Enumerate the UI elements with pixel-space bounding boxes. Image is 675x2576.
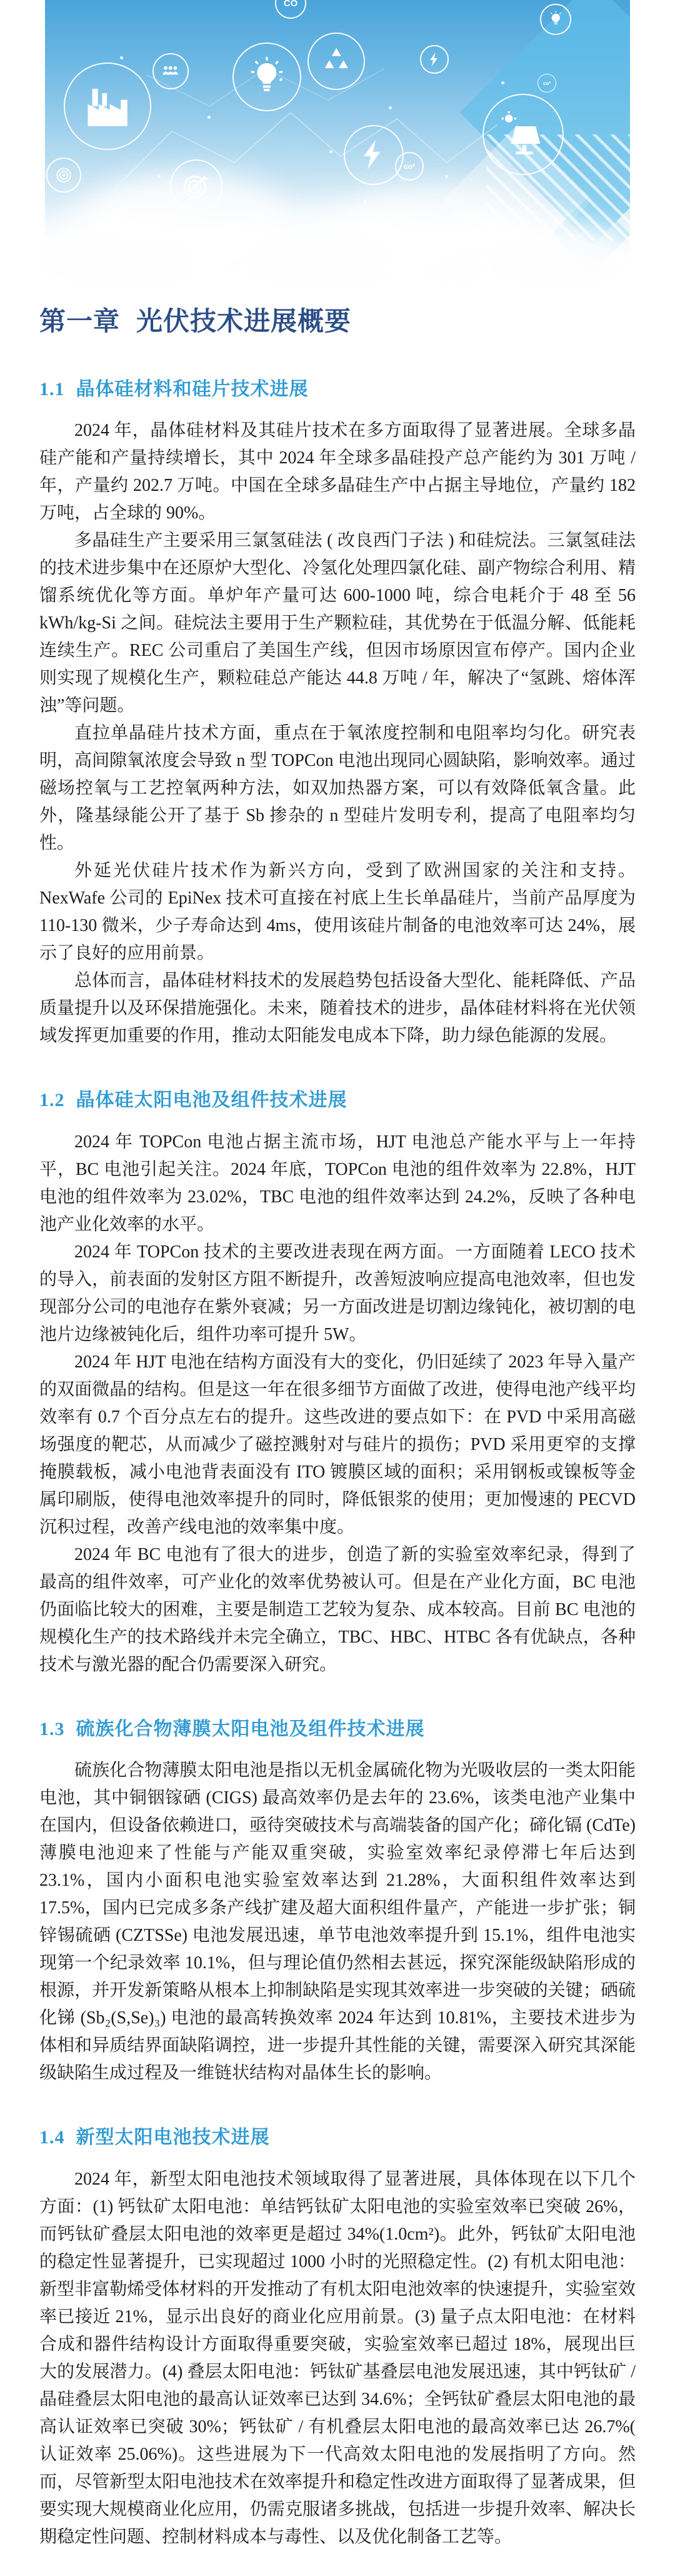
section-number: 1.1	[39, 378, 65, 400]
section-number: 1.2	[39, 1090, 65, 1110]
paragraph: 多晶硅生产主要采用三氯氢硅法 ( 改良西门子法 ) 和硅烷法。三氯氢硅法的技术进步集中在还原炉大型化、冷氢化处理四氯化硅、副产物综合利用、精馏系统优化等方面。单炉年产量可达 600-1000 吨，综合电耗介于 48 至 56 kWh/kg-Si 之间。硅烷法主要用于生产颗粒硅，其优势在于低温分解、低能耗连续生产。REC 公司重启了美国生产线，但因市场原因宣布停产。国内企业则实现了规模化生产，颗粒硅总产能达 44.8 万吨 / 年，解决了“氢跳、熔体浑浊”等问题。	[39, 531, 636, 715]
paragraph: 2024 年 TOPCon 电池占据主流市场，HJT 电池总产能水平与上一年持平，BC 电池引起关注。2024 年底，TOPCon 电池的组件效率为 22.8%，HJT 电池的组件效率为 23.02%，TBC 电池的组件效率达到 24.2%，反映了各种电池产业化效率的水平。	[39, 1132, 636, 1234]
paragraph: 2024 年，新型太阳电池技术领域取得了显著进展，具体体现在以下几个方面：(1) 钙钛矿太阳电池：单结钙钛矿太阳电池的实验室效率已突破 26%，而钙钛矿叠层太阳电池的效率更是超过 34%(1.0cm²)。此外，钙钛矿太阳电池的稳定性显著提升，已实现超过 1000 小时的光照稳定性。(2) 有机太阳电池：新型非富勒烯受体材料的开发推动了有机太阳电池效率的快速提升，实验室效率已接近 21%，显示出良好的商业化应用前景。(3) 量子点太阳电池：在材料合成和器件结构设计方面取得重要突破，实验室效率已超过 18%，展现出巨大的发展潜力。(4) 叠层太阳电池：钙钛矿基叠层电池发展迅速，其中钙钛矿 / 晶硅叠层太阳电池的最高认证效率已达到 34.6%；全钙钛矿叠层太阳电池的最高认证效率已突破 30%；钙钛矿 / 有机叠层太阳电池的最高效率已达 26.7%( 认证效率 25.06%)。这些进展为下一代高效太阳电池的发展指明了方向。然而，尽管新型太阳电池技术在效率提升和稳定性改进方面取得了显著成果，但要实现大规模商业化应用，仍需克服诸多挑战，包括进一步提升效率、解决长期稳定性问题、控制材料成本与毒性、以及优化制备工艺等。	[39, 2169, 636, 2547]
section-1-2	[39, 1089, 636, 1679]
team-icon	[152, 53, 189, 89]
paragraph: 外延光伏硅片技术作为新兴方向，受到了欧洲国家的关注和支持。NexWafe 公司的 EpiNex 技术可直接在衬底上生长单晶硅片，当前产品厚度为 110-130 微米，少子寿命达到 4ms，使用该硅片制备的电池效率可达 24%，展示了良好的应用前景。	[39, 861, 636, 963]
paragraph: 直拉单晶硅片技术方面，重点在于氧浓度控制和电阻率均匀化。研究表明，高间隙氧浓度会导致 n 型 TOPCon 电池出现同心圆缺陷，影响效率。通过磁场控氧与工艺控氧两种方法，如双加热器方案，可以有效降低氧含量。此外，隆基绿能公开了基于 Sb 掺杂的 n 型硅片发明专利，提高了电阻率均匀性。	[39, 723, 636, 853]
factory-icon	[64, 63, 151, 150]
co-label: CO	[283, 0, 298, 9]
co2-small-label: co²	[543, 80, 551, 86]
solar-panel-icon	[482, 94, 564, 175]
paragraph: 硫族化合物薄膜太阳电池是指以无机金属硫化物为光吸收层的一类太阳能电池，其中铜铟镓硒 (CIGS) 最高效率仍是去年的 23.6%，该类电池产业集中在国内，但设备依赖进口，亟待突破技术与高端装备的国产化；碲化镉 (CdTe) 薄膜电池迎来了性能与产能双重突破，实验室效率纪录停滞七年后达到 23.1%，国内小面积电池实验室效率达到 21.28%，大面积组件效率达到 17.5%，国内已完成多条产线扩建及超大面积组件量产，产能进一步扩张；铜锌锡硫硒 (CZTSSe) 电池发展迅速，单节电池效率提升到 15.1%，组件电池实现第一个纪录效率 10.1%，但与理论值仍然相去甚远，探究深能级缺陷形成的根源，并开发新策略从根本上抑制缺陷是实现其效率进一步突破的关键；硒硫化锑 (Sb₂(S,Se)₃) 电池的最高转换效率 2024 年达到 10.81%，主要技术进步为体相和异质结界面缺陷调控，进一步提升其性能的关键，需要深入研究其深能级缺陷生成过程及一维链状结构对晶体生长的影响。	[39, 1761, 636, 2083]
section-title-text: 晶体硅太阳电池及组件技术进展	[76, 1090, 348, 1110]
section-title-text: 硫族化合物薄膜太阳电池及组件技术进展	[76, 1718, 425, 1739]
section-number: 1.3	[39, 1718, 65, 1739]
section-heading-1-4	[39, 2126, 636, 2150]
section-heading-1-1	[39, 378, 636, 401]
section-heading-1-2	[39, 1089, 636, 1112]
recycle-icon	[308, 33, 365, 90]
document-content	[0, 306, 675, 2576]
paragraph: 2024 年 BC 电池有了很大的进步，创造了新的实验室效率纪录，得到了最高的组件效率，可产业化的效率优势被认可。但是在产业化方面，BC 电池仍面临比较大的困难，主要是制造工艺较为复杂、成本较高。目前 BC 电池的规模化生产的技术路线并未完全确立，TBC、HBC、HTBC 各有优缺点，各种技术与激光器的配合仍需要深入研究。	[39, 1544, 636, 1674]
section-1-1	[39, 378, 636, 1050]
header-image	[45, 0, 630, 284]
section-heading-1-3	[39, 1718, 636, 1741]
decor-cloud	[82, 172, 289, 259]
chapter-title	[39, 306, 636, 339]
paragraph: 2024 年 TOPCon 技术的主要改进表现在两方面。一方面随着 LECO 技术的导入，前表面的发射区方阻不断提升，改善短波响应提高电池效率，但也发现部分公司的电池存在紫外衰减；另一方面改进是切割边缘钝化，被切割的电池片边缘被钝化后，组件功率可提升 5W。	[39, 1242, 636, 1344]
section-1-4	[39, 2126, 636, 2576]
lightning-small-icon	[420, 45, 449, 74]
chapter-number: 第一章	[39, 308, 121, 336]
co2-badge	[395, 152, 424, 181]
idea-icon	[540, 4, 571, 35]
paragraph: 2024 年 HJT 电池在结构方面没有大的变化，仍旧延续了 2023 年导入量产的双面微晶的结构。但是这一年在很多细节方面做了改进，使得电池产线平均效率有 0.7 个百分点左右的提升。这些改进的要点如下：在 PVD 中采用高磁场强度的靶芯，从而减少了磁控溅射对与硅片的损伤；PVD 采用更窄的支撑掩膜载板，减小电池背表面没有 ITO 镀膜区域的面积；采用钢板或镍板等金属印刷版，使得电池效率提升的同时，降低银浆的使用；更加慢速的 PECVD 沉积过程，改善产线电池的效率集中度。	[39, 1352, 636, 1537]
co2-label: co²	[404, 162, 415, 171]
paragraph: 总体而言，晶体硅材料技术的发展趋势包括设备大型化、能耗降低、产品质量提升以及环保措施强化。未来，随着技术的进步，晶体硅材料将在光伏领域发挥更加重要的作用，推动太阳能发电成本下降，助力绿色能源的发展。	[39, 971, 636, 1045]
decor-cloud	[342, 184, 530, 266]
target-small-icon	[46, 158, 81, 193]
section-title-text: 晶体硅材料和硅片技术进展	[76, 378, 309, 400]
lightbulb-icon	[232, 43, 301, 111]
chapter-title-text: 光伏技术进展概要	[136, 308, 352, 336]
paragraph: 2024 年，晶体硅材料及其硅片技术在多方面取得了显著进展。全球多晶硅产能和产量持续增长，其中 2024 年全球多晶硅投产总产能约为 301 万吨 / 年，产量约 202.7 万吨。中国在全球多晶硅生产中占据主导地位，产量约 182 万吨，占全球的 90%。	[39, 421, 636, 523]
decor-dots	[120, 56, 123, 59]
lightning-icon	[344, 125, 404, 185]
section-title-text: 新型太阳电池技术进展	[76, 2127, 270, 2148]
co2-small-badge	[538, 74, 556, 93]
section-number: 1.4	[39, 2127, 65, 2148]
section-1-3	[39, 1718, 636, 2088]
